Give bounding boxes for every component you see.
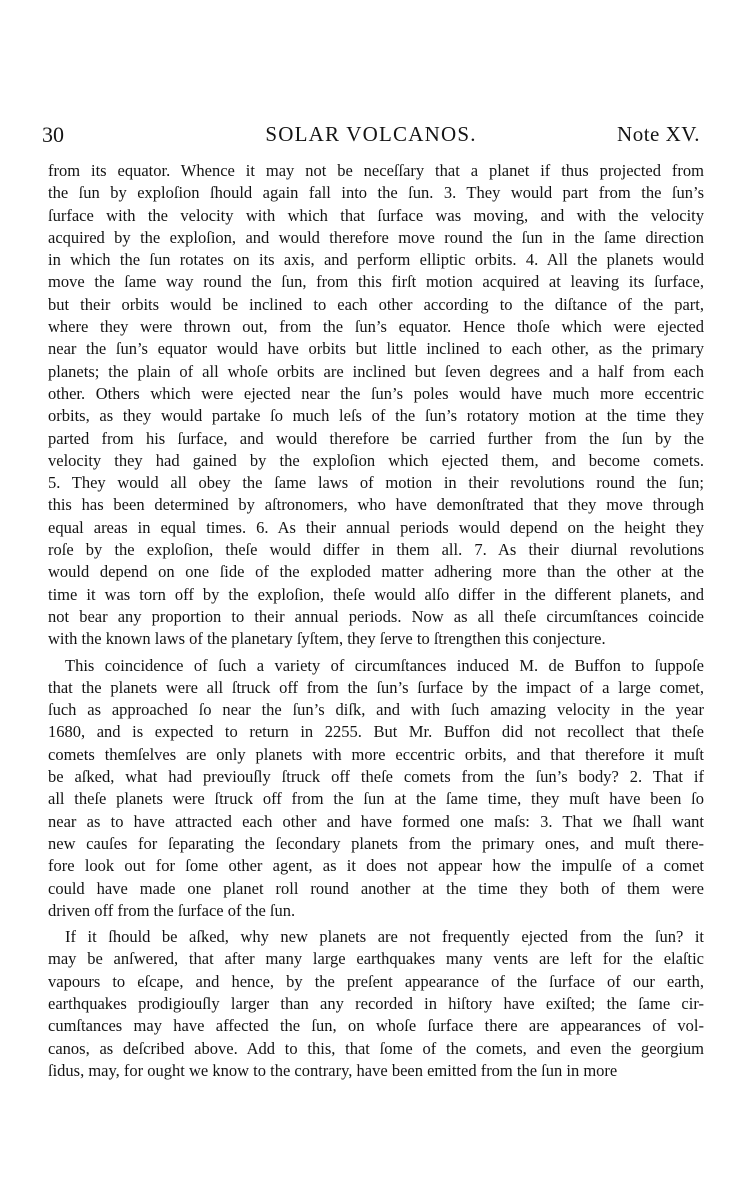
text-line: move the ſame way round the ſun, from this firſt motion acquired at leaving its ſurface,	[48, 272, 704, 292]
text-line: all theſe planets were ſtruck off from the ſun at the ſame time, they muſt have been ſo	[48, 789, 704, 809]
text-line: near the ſun’s equator would have orbits but little inclined to each other, as the primary	[48, 339, 704, 359]
paragraph	[48, 160, 704, 651]
text-line: in which the ſun rotates on its axis, and perform elliptic orbits. 4. All the planets would	[48, 250, 704, 270]
text-line: time it was torn off by the exploſion, theſe would alſo differ in the different planets, and	[48, 584, 704, 604]
text-line: equal areas in equal times. 6. As their annual periods would depend on the height they	[48, 517, 704, 537]
text-line: be aſked, what had previouſly ſtruck off theſe comets from the ſun’s body? 2. That if	[48, 767, 704, 787]
text-line: earthquakes prodigiouſly larger than any recorded in hiſtory have exiſted; the ſame cir-	[48, 993, 704, 1013]
text-line: where they were thrown out, from the ſun’s equator. Hence thoſe which were ejected	[48, 317, 704, 337]
text-line: ſidus, may, for ought we know to the contrary, have been emitted from the ſun in more	[48, 1060, 618, 1080]
text-line: orbits, as they would partake ſo much leſs of the ſun’s rotatory motion at the time they	[48, 406, 704, 426]
text-line: velocity they had gained by the exploſion which ejected them, and become comets.	[48, 450, 704, 470]
text-line: roſe by the exploſion, theſe would differ in them all. 7. As their diurnal revolutions	[48, 540, 704, 560]
text-line: would depend on one ſide of the exploded matter adhering more than the other at the	[48, 562, 704, 582]
running-header	[42, 122, 700, 152]
text-line: cumſtances may have affected the ſun, on whoſe ſurface there are appearances of vol-	[48, 1016, 704, 1036]
text-line: could have made one planet roll round another at the time they both of them were	[48, 878, 704, 898]
text-line: with the known laws of the planetary ſyſtem, they ſerve to ſtrengthen this conjecture.	[48, 629, 606, 649]
text-line: vapours to eſcape, and hence, by the preſent appearance of the ſurface of our earth,	[48, 971, 704, 991]
text-line: that the planets were all ſtruck off from the ſun’s ſurface by the impact of a large comet,	[48, 677, 704, 697]
text-line: may be anſwered, that after many large earthquakes many vents are left for the elaſtic	[48, 949, 704, 969]
paragraph	[48, 926, 704, 1082]
running-title: SOLAR VOLCANOS.	[265, 122, 477, 146]
text-line: but their orbits would be inclined to each other according to the diſtance of the part,	[48, 294, 704, 314]
text-line: ſuch as approached ſo near the ſun’s diſk, and with ſuch amazing velocity in the year	[48, 700, 704, 720]
text-line: acquired by the exploſion, and would therefore move round the ſun in the ſame direction	[48, 227, 704, 247]
text-line: not bear any proportion to their annual periods. Now as all theſe circumſtances coincide	[48, 606, 704, 626]
page-number: 30	[42, 122, 64, 147]
text-line: If it ſhould be aſked, why new planets are not frequently ejected from the ſun? it	[65, 927, 704, 947]
text-line: parted from his ſurface, and would therefore be carried further from the ſun by the	[48, 428, 704, 448]
text-line: 5. They would all obey the ſame laws of motion in their revolutions round the ſun;	[48, 473, 704, 493]
text-line: the ſun by exploſion ſhould again fall into the ſun. 3. They would part from the ſun’s	[48, 183, 704, 203]
note-label: Note XV.	[617, 122, 700, 146]
text-line: 1680, and is expected to return in 2255. But Mr. Buffon did not recollect that theſe	[48, 722, 704, 742]
text-line: comets themſelves are only planets with more eccentric orbits, and that therefore it muſt	[48, 744, 704, 764]
text-line: ſurface with the velocity with which that ſurface was moving, and with the velocity	[48, 205, 704, 225]
text-line: fore look out for ſome other agent, as it does not appear how the impulſe of a comet	[48, 856, 704, 876]
text-line: canos, as deſcribed above. Add to this, that ſome of the comets, and even the georgium	[48, 1038, 704, 1058]
text-line: planets; the plain of all whoſe orbits are inclined but ſeven degrees and a half from each	[48, 361, 704, 381]
paragraph	[48, 655, 704, 923]
text-line: This coincidence of ſuch a variety of circumſtances induced M. de Buffon to ſuppoſe	[65, 655, 704, 675]
text-line: new cauſes for ſeparating the ſecondary planets from the primary ones, and muſt there-	[48, 833, 704, 853]
text-line: from its equator. Whence it may not be neceſſary that a planet if thus projected from	[48, 161, 704, 180]
text-line: other. Others which were ejected near the ſun’s poles would have much more eccentric	[48, 383, 704, 403]
text-line: near as to have attracted each other and have formed one maſs: 3. That we ſhall want	[48, 811, 704, 831]
text-line: driven off from the ſurface of the ſun.	[48, 900, 296, 920]
body-text	[48, 160, 704, 1086]
text-line: this has been determined by aſtronomers, who have demonſtrated that they move through	[48, 495, 704, 515]
